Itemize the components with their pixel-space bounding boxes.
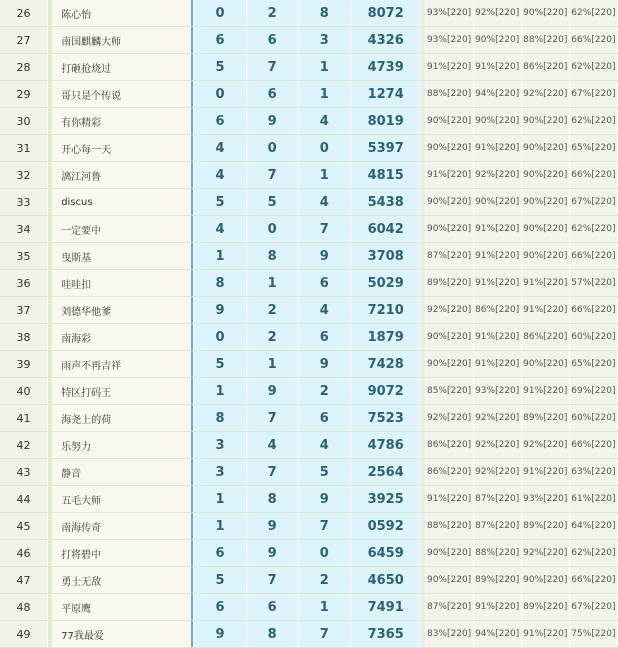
digit-1-cell: 0 <box>194 324 246 351</box>
digit-3-cell: 6 <box>298 324 350 351</box>
number-code-cell: 9072 <box>350 378 421 405</box>
digit-3-cell: 3 <box>298 27 350 54</box>
rate-2-cell: 90%[220] <box>473 189 521 216</box>
player-name-cell[interactable]: 海尧上的荷 <box>53 405 191 432</box>
rate-2-cell: 92%[220] <box>473 405 521 432</box>
digit-2-cell: 9 <box>246 108 298 135</box>
rate-2-cell: 87%[220] <box>473 513 521 540</box>
rank-number-cell: 48 <box>0 594 48 621</box>
rate-1-cell: 91%[220] <box>425 54 473 81</box>
rank-number-cell: 39 <box>0 351 48 378</box>
rate-2-cell: 92%[220] <box>473 0 521 27</box>
rate-1-cell: 88%[220] <box>425 81 473 108</box>
rate-2-cell: 91%[220] <box>473 270 521 297</box>
rate-1-cell: 93%[220] <box>425 0 473 27</box>
rate-1-cell: 90%[220] <box>425 189 473 216</box>
player-name-cell[interactable]: 陈心怡 <box>53 0 191 27</box>
digit-3-cell: 2 <box>298 378 350 405</box>
digit-3-cell: 7 <box>298 621 350 648</box>
rate-4-cell: 61%[220] <box>569 486 617 513</box>
rate-3-cell: 89%[220] <box>521 594 569 621</box>
digit-2-cell: 6 <box>246 81 298 108</box>
digit-2-cell: 2 <box>246 324 298 351</box>
rate-4-cell: 65%[220] <box>569 135 617 162</box>
rate-1-cell: 83%[220] <box>425 621 473 648</box>
player-name-cell[interactable]: 哇哇扣 <box>53 270 191 297</box>
rate-3-cell: 91%[220] <box>521 378 569 405</box>
number-code-cell: 1879 <box>350 324 421 351</box>
player-name-cell[interactable]: 打将碧中 <box>53 540 191 567</box>
table-row <box>0 405 618 432</box>
rate-2-cell: 91%[220] <box>473 351 521 378</box>
table-row <box>0 486 618 513</box>
rate-2-cell: 89%[220] <box>473 567 521 594</box>
rate-4-cell: 65%[220] <box>569 351 617 378</box>
digit-1-cell: 6 <box>194 540 246 567</box>
digit-3-cell: 4 <box>298 189 350 216</box>
rank-number-cell: 33 <box>0 189 48 216</box>
table-row <box>0 54 618 81</box>
table-row <box>0 567 618 594</box>
table-row <box>0 297 618 324</box>
digit-2-cell: 6 <box>246 27 298 54</box>
rate-3-cell: 90%[220] <box>521 162 569 189</box>
digit-1-cell: 8 <box>194 405 246 432</box>
rate-2-cell: 91%[220] <box>473 324 521 351</box>
digit-1-cell: 1 <box>194 378 246 405</box>
rate-1-cell: 90%[220] <box>425 108 473 135</box>
rate-2-cell: 92%[220] <box>473 432 521 459</box>
table-row <box>0 135 618 162</box>
digit-1-cell: 1 <box>194 486 246 513</box>
digit-1-cell: 0 <box>194 81 246 108</box>
rate-4-cell: 57%[220] <box>569 270 617 297</box>
player-name-cell[interactable]: 勇士无敌 <box>53 567 191 594</box>
rate-2-cell: 94%[220] <box>473 81 521 108</box>
table-row <box>0 162 618 189</box>
digit-2-cell: 9 <box>246 513 298 540</box>
table-row <box>0 0 618 27</box>
digit-2-cell: 6 <box>246 594 298 621</box>
player-name-cell[interactable]: 77我最爱 <box>53 621 191 648</box>
rank-number-cell: 29 <box>0 81 48 108</box>
table-row <box>0 270 618 297</box>
digit-2-cell: 7 <box>246 567 298 594</box>
rank-number-cell: 31 <box>0 135 48 162</box>
number-code-cell: 5438 <box>350 189 421 216</box>
rate-2-cell: 90%[220] <box>473 27 521 54</box>
digit-3-cell: 9 <box>298 351 350 378</box>
number-code-cell: 7523 <box>350 405 421 432</box>
rank-number-cell: 34 <box>0 216 48 243</box>
number-code-cell: 4326 <box>350 27 421 54</box>
rate-1-cell: 92%[220] <box>425 297 473 324</box>
player-name-cell[interactable]: 哥只是个传说 <box>53 81 191 108</box>
digit-1-cell: 8 <box>194 270 246 297</box>
player-name-cell[interactable]: 打砸抢烧过 <box>53 54 191 81</box>
number-code-cell: 8072 <box>350 0 421 27</box>
rank-number-cell: 43 <box>0 459 48 486</box>
rate-2-cell: 92%[220] <box>473 162 521 189</box>
rank-number-cell: 49 <box>0 621 48 648</box>
rate-3-cell: 90%[220] <box>521 216 569 243</box>
rate-3-cell: 89%[220] <box>521 513 569 540</box>
digit-2-cell: 7 <box>246 54 298 81</box>
rate-4-cell: 62%[220] <box>569 540 617 567</box>
table-row <box>0 216 618 243</box>
digit-1-cell: 9 <box>194 621 246 648</box>
number-code-cell: 3925 <box>350 486 421 513</box>
rank-number-cell: 42 <box>0 432 48 459</box>
digit-1-cell: 5 <box>194 54 246 81</box>
rank-number-cell: 37 <box>0 297 48 324</box>
rate-4-cell: 62%[220] <box>569 216 617 243</box>
rate-3-cell: 90%[220] <box>521 108 569 135</box>
player-name-cell[interactable]: 雨声不再吉祥 <box>53 351 191 378</box>
digit-3-cell: 7 <box>298 513 350 540</box>
rate-3-cell: 91%[220] <box>521 297 569 324</box>
digit-1-cell: 3 <box>194 432 246 459</box>
rate-1-cell: 89%[220] <box>425 270 473 297</box>
player-name-cell[interactable]: discus <box>53 189 191 216</box>
digit-3-cell: 1 <box>298 594 350 621</box>
rate-3-cell: 90%[220] <box>521 243 569 270</box>
rate-3-cell: 90%[220] <box>521 189 569 216</box>
player-name-cell[interactable]: 五毛大师 <box>53 486 191 513</box>
table-row <box>0 432 618 459</box>
rate-2-cell: 86%[220] <box>473 297 521 324</box>
number-code-cell: 2564 <box>350 459 421 486</box>
digit-2-cell: 2 <box>246 297 298 324</box>
rate-1-cell: 91%[220] <box>425 162 473 189</box>
digit-3-cell: 4 <box>298 108 350 135</box>
rate-3-cell: 90%[220] <box>521 351 569 378</box>
rate-1-cell: 88%[220] <box>425 513 473 540</box>
rate-3-cell: 88%[220] <box>521 27 569 54</box>
digit-1-cell: 5 <box>194 567 246 594</box>
rate-1-cell: 87%[220] <box>425 243 473 270</box>
table-row <box>0 324 618 351</box>
digit-2-cell: 2 <box>246 0 298 27</box>
player-name-cell[interactable]: 一定要中 <box>53 216 191 243</box>
rank-number-cell: 36 <box>0 270 48 297</box>
rate-1-cell: 92%[220] <box>425 405 473 432</box>
digit-3-cell: 5 <box>298 459 350 486</box>
player-name-cell[interactable]: 有你精彩 <box>53 108 191 135</box>
digit-1-cell: 4 <box>194 162 246 189</box>
rate-2-cell: 92%[220] <box>473 459 521 486</box>
rank-number-cell: 30 <box>0 108 48 135</box>
rate-1-cell: 90%[220] <box>425 216 473 243</box>
number-code-cell: 4650 <box>350 567 421 594</box>
digit-2-cell: 9 <box>246 378 298 405</box>
number-code-cell: 1274 <box>350 81 421 108</box>
rate-3-cell: 92%[220] <box>521 81 569 108</box>
digit-1-cell: 1 <box>194 243 246 270</box>
digit-1-cell: 5 <box>194 189 246 216</box>
digit-1-cell: 5 <box>194 351 246 378</box>
digit-3-cell: 4 <box>298 432 350 459</box>
rate-2-cell: 91%[220] <box>473 243 521 270</box>
rate-3-cell: 86%[220] <box>521 324 569 351</box>
rate-3-cell: 91%[220] <box>521 270 569 297</box>
digit-2-cell: 7 <box>246 405 298 432</box>
digit-2-cell: 9 <box>246 540 298 567</box>
rank-number-cell: 47 <box>0 567 48 594</box>
rank-number-cell: 45 <box>0 513 48 540</box>
digit-3-cell: 0 <box>298 135 350 162</box>
table-row <box>0 621 618 648</box>
player-name-cell[interactable]: 平原鹰 <box>53 594 191 621</box>
number-code-cell: 5029 <box>350 270 421 297</box>
rate-4-cell: 66%[220] <box>569 567 617 594</box>
rank-number-cell: 27 <box>0 27 48 54</box>
number-code-cell: 7365 <box>350 621 421 648</box>
rate-4-cell: 62%[220] <box>569 108 617 135</box>
digit-1-cell: 1 <box>194 513 246 540</box>
digit-3-cell: 0 <box>298 540 350 567</box>
digit-3-cell: 2 <box>298 567 350 594</box>
rank-number-cell: 32 <box>0 162 48 189</box>
player-name-cell[interactable]: 静音 <box>53 459 191 486</box>
digit-2-cell: 8 <box>246 486 298 513</box>
rate-3-cell: 92%[220] <box>521 432 569 459</box>
digit-2-cell: 5 <box>246 189 298 216</box>
rank-number-cell: 40 <box>0 378 48 405</box>
rank-number-cell: 38 <box>0 324 48 351</box>
number-code-cell: 0592 <box>350 513 421 540</box>
number-code-cell: 7210 <box>350 297 421 324</box>
digit-1-cell: 6 <box>194 27 246 54</box>
rate-1-cell: 91%[220] <box>425 486 473 513</box>
digit-1-cell: 4 <box>194 135 246 162</box>
rate-1-cell: 85%[220] <box>425 378 473 405</box>
digit-3-cell: 8 <box>298 0 350 27</box>
digit-3-cell: 9 <box>298 486 350 513</box>
rate-1-cell: 93%[220] <box>425 27 473 54</box>
rate-1-cell: 90%[220] <box>425 567 473 594</box>
rate-3-cell: 89%[220] <box>521 405 569 432</box>
rate-3-cell: 90%[220] <box>521 0 569 27</box>
rank-number-cell: 28 <box>0 54 48 81</box>
digit-2-cell: 0 <box>246 135 298 162</box>
digit-3-cell: 1 <box>298 162 350 189</box>
player-name-cell[interactable]: 南国麒麟大师 <box>53 27 191 54</box>
rate-2-cell: 90%[220] <box>473 108 521 135</box>
rate-4-cell: 66%[220] <box>569 27 617 54</box>
table-row <box>0 540 618 567</box>
player-name-cell[interactable]: 开心每一天 <box>53 135 191 162</box>
number-code-cell: 6459 <box>350 540 421 567</box>
number-code-cell: 3708 <box>350 243 421 270</box>
rate-3-cell: 86%[220] <box>521 54 569 81</box>
rate-2-cell: 91%[220] <box>473 216 521 243</box>
table-row <box>0 378 618 405</box>
digit-3-cell: 6 <box>298 270 350 297</box>
table-row <box>0 594 618 621</box>
rate-2-cell: 87%[220] <box>473 486 521 513</box>
digit-1-cell: 9 <box>194 297 246 324</box>
digit-1-cell: 0 <box>194 0 246 27</box>
table-row <box>0 108 618 135</box>
digit-2-cell: 8 <box>246 243 298 270</box>
number-code-cell: 8019 <box>350 108 421 135</box>
number-code-cell: 6042 <box>350 216 421 243</box>
table-row <box>0 459 618 486</box>
number-code-cell: 4815 <box>350 162 421 189</box>
rate-4-cell: 75%[220] <box>569 621 617 648</box>
rate-4-cell: 66%[220] <box>569 432 617 459</box>
player-name-cell[interactable]: 南海传奇 <box>53 513 191 540</box>
rate-4-cell: 67%[220] <box>569 594 617 621</box>
digit-3-cell: 1 <box>298 81 350 108</box>
rate-4-cell: 60%[220] <box>569 324 617 351</box>
rate-4-cell: 62%[220] <box>569 54 617 81</box>
rate-4-cell: 60%[220] <box>569 405 617 432</box>
rate-1-cell: 86%[220] <box>425 459 473 486</box>
player-name-cell[interactable]: 特区打码王 <box>53 378 191 405</box>
rate-4-cell: 66%[220] <box>569 297 617 324</box>
rate-1-cell: 90%[220] <box>425 324 473 351</box>
rate-3-cell: 90%[220] <box>521 567 569 594</box>
rate-1-cell: 90%[220] <box>425 540 473 567</box>
rate-3-cell: 90%[220] <box>521 135 569 162</box>
rate-2-cell: 93%[220] <box>473 378 521 405</box>
player-name-cell[interactable]: 漓江河鲁 <box>53 162 191 189</box>
digit-2-cell: 4 <box>246 432 298 459</box>
digit-1-cell: 3 <box>194 459 246 486</box>
digit-1-cell: 4 <box>194 216 246 243</box>
digit-1-cell: 6 <box>194 594 246 621</box>
table-row <box>0 81 618 108</box>
rate-4-cell: 66%[220] <box>569 243 617 270</box>
rate-2-cell: 88%[220] <box>473 540 521 567</box>
number-code-cell: 7491 <box>350 594 421 621</box>
rate-1-cell: 87%[220] <box>425 594 473 621</box>
table-row <box>0 189 618 216</box>
player-name-cell[interactable]: 刘德华他爹 <box>53 297 191 324</box>
player-name-cell[interactable]: 乐努力 <box>53 432 191 459</box>
rate-3-cell: 91%[220] <box>521 459 569 486</box>
rate-3-cell: 92%[220] <box>521 540 569 567</box>
rate-2-cell: 91%[220] <box>473 594 521 621</box>
rate-2-cell: 94%[220] <box>473 621 521 648</box>
digit-3-cell: 4 <box>298 297 350 324</box>
rate-2-cell: 91%[220] <box>473 135 521 162</box>
rate-4-cell: 64%[220] <box>569 513 617 540</box>
rate-3-cell: 91%[220] <box>521 621 569 648</box>
number-code-cell: 4739 <box>350 54 421 81</box>
rate-4-cell: 66%[220] <box>569 162 617 189</box>
player-name-cell[interactable]: 曳斯基 <box>53 243 191 270</box>
digit-2-cell: 1 <box>246 351 298 378</box>
digit-2-cell: 0 <box>246 216 298 243</box>
digit-2-cell: 8 <box>246 621 298 648</box>
number-code-cell: 7428 <box>350 351 421 378</box>
digit-3-cell: 1 <box>298 54 350 81</box>
rank-number-cell: 26 <box>0 0 48 27</box>
rate-2-cell: 91%[220] <box>473 54 521 81</box>
table-row <box>0 351 618 378</box>
rate-4-cell: 69%[220] <box>569 378 617 405</box>
rate-4-cell: 63%[220] <box>569 459 617 486</box>
table-row <box>0 243 618 270</box>
rank-number-cell: 41 <box>0 405 48 432</box>
rank-number-cell: 44 <box>0 486 48 513</box>
digit-2-cell: 7 <box>246 459 298 486</box>
digit-2-cell: 1 <box>246 270 298 297</box>
number-code-cell: 4786 <box>350 432 421 459</box>
digit-3-cell: 6 <box>298 405 350 432</box>
rate-1-cell: 90%[220] <box>425 351 473 378</box>
player-name-cell[interactable]: 南海彩 <box>53 324 191 351</box>
table-row <box>0 513 618 540</box>
rate-4-cell: 67%[220] <box>569 189 617 216</box>
table-row <box>0 27 618 54</box>
rate-4-cell: 67%[220] <box>569 81 617 108</box>
digit-2-cell: 7 <box>246 162 298 189</box>
rate-3-cell: 93%[220] <box>521 486 569 513</box>
rate-1-cell: 90%[220] <box>425 135 473 162</box>
rate-4-cell: 62%[220] <box>569 0 617 27</box>
rate-1-cell: 86%[220] <box>425 432 473 459</box>
rank-number-cell: 35 <box>0 243 48 270</box>
digit-3-cell: 7 <box>298 216 350 243</box>
rank-number-cell: 46 <box>0 540 48 567</box>
digit-1-cell: 6 <box>194 108 246 135</box>
digit-3-cell: 9 <box>298 243 350 270</box>
number-code-cell: 5397 <box>350 135 421 162</box>
